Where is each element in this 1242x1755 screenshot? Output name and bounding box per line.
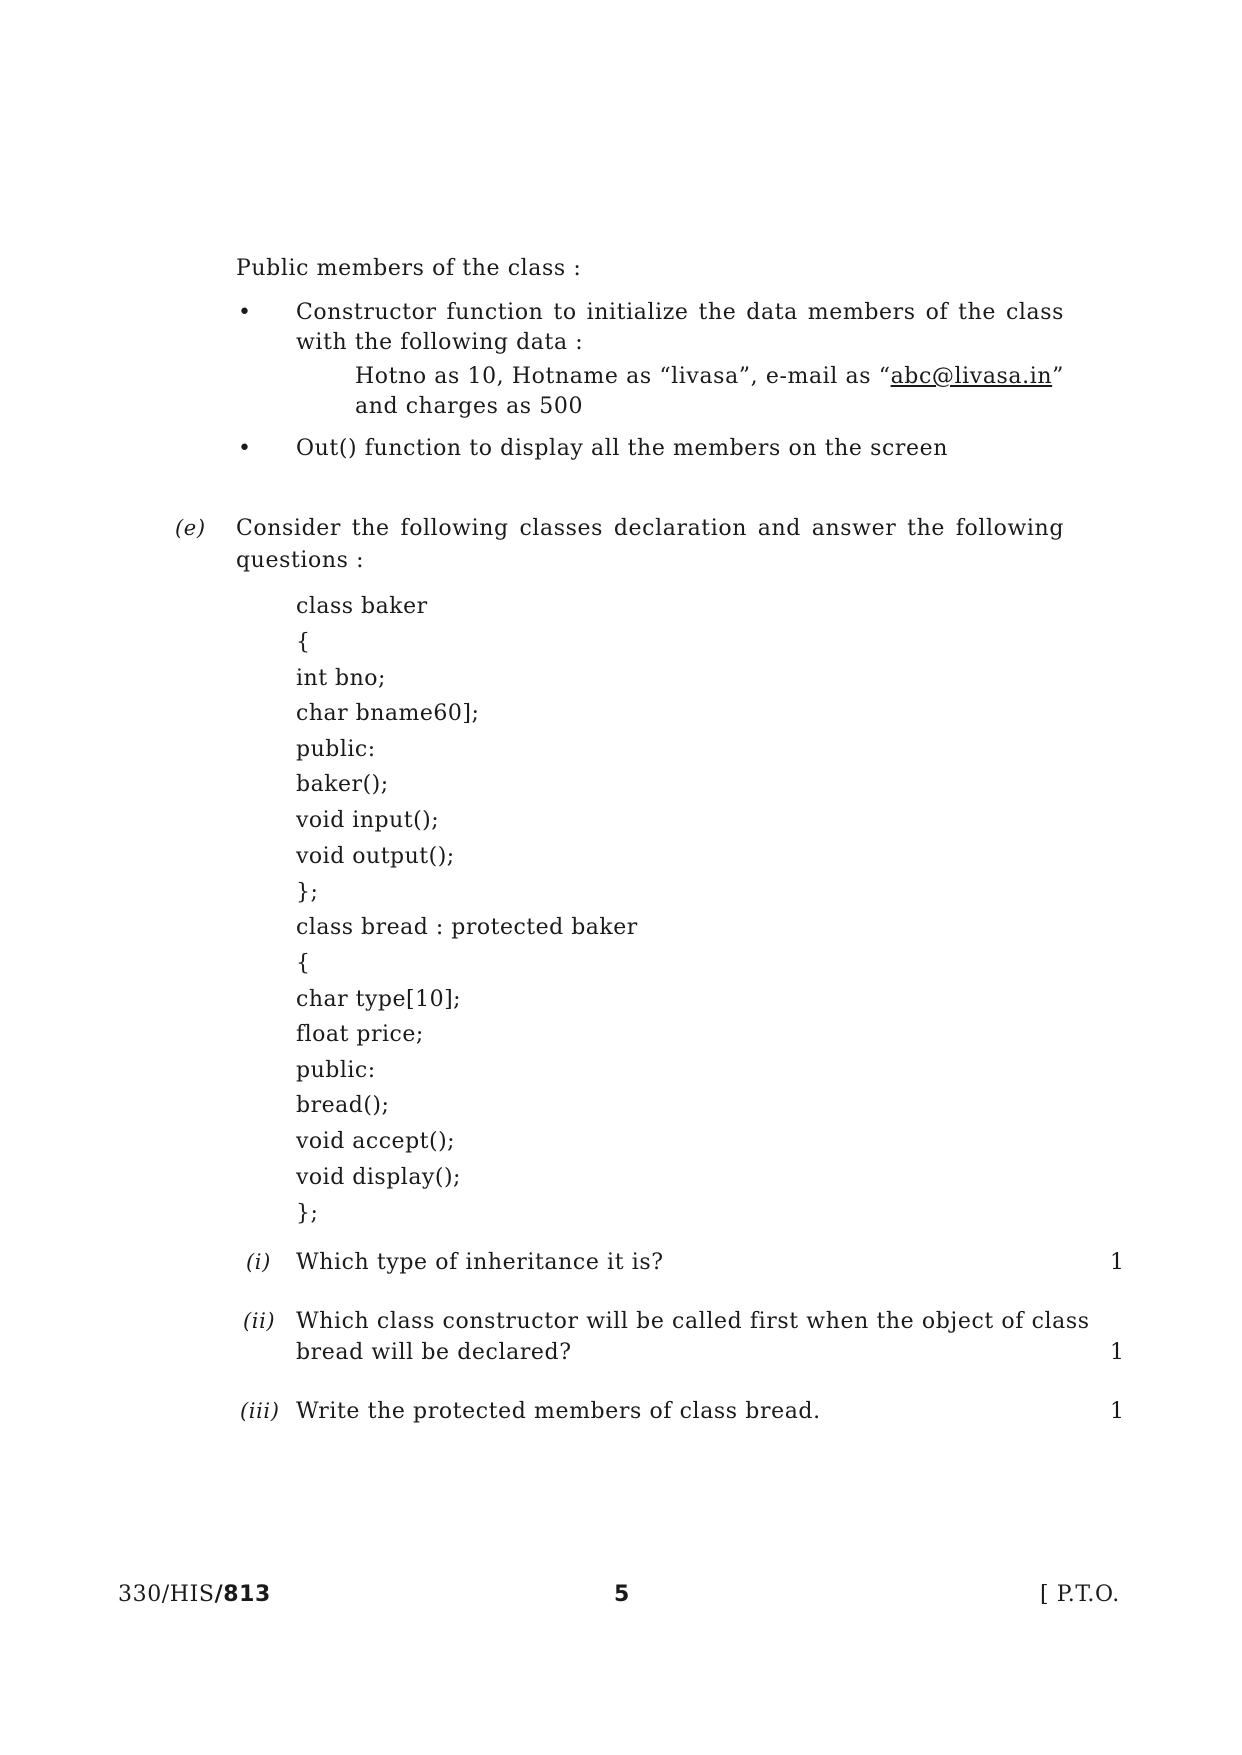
paper-code <box>118 1582 271 1607</box>
code-line: { <box>296 630 311 655</box>
bullet2-text: Out() function to display all the members on the screen <box>296 436 949 461</box>
bullet1-line2: with the following data : <box>296 330 584 355</box>
code-line: int bno; <box>296 666 386 691</box>
code-line: void display(); <box>296 1165 461 1190</box>
code-line: class baker <box>296 594 428 619</box>
code-line: public: <box>296 1058 376 1083</box>
subquestion-iii-label: (iii) <box>240 1399 280 1423</box>
subquestion-ii-label: (ii) <box>243 1309 276 1333</box>
bullet-icon: • <box>238 300 252 325</box>
email-link: abc@livasa.in <box>890 364 1053 389</box>
page-number: 5 <box>614 1582 630 1607</box>
paper-code-prefix: 330/HIS <box>118 1582 215 1607</box>
data-line1-prefix: Hotno as 10, Hotname as “livasa”, e-mail as “ <box>355 364 891 389</box>
public-members-heading: Public members of the class : <box>236 256 582 281</box>
code-line: }; <box>296 1201 319 1226</box>
data-line1-suffix: ” <box>1052 364 1064 389</box>
data-line1 <box>355 364 1064 389</box>
code-line: }; <box>296 880 319 905</box>
data-line2: and charges as 500 <box>355 394 584 419</box>
code-line: baker(); <box>296 772 389 797</box>
code-line: char type[10]; <box>296 987 462 1012</box>
subquestion-iii-text: Write the protected members of class bread. <box>296 1399 821 1424</box>
subquestion-i-label: (i) <box>246 1250 271 1274</box>
question-e-line1: Consider the following classes declaration and answer the following <box>236 516 1064 541</box>
code-line: void output(); <box>296 844 455 869</box>
bullet-icon: • <box>238 436 252 461</box>
subquestion-ii-marks: 1 <box>1110 1340 1125 1365</box>
subquestion-ii-line1: Which class constructor will be called first when the object of class <box>296 1309 1090 1334</box>
question-e-line2: questions : <box>236 548 365 573</box>
code-line: public: <box>296 737 376 762</box>
subquestion-iii-marks: 1 <box>1110 1399 1125 1424</box>
code-line: char bname60]; <box>296 701 480 726</box>
code-line: { <box>296 951 311 976</box>
code-line: void input(); <box>296 808 440 833</box>
code-line: float price; <box>296 1022 424 1047</box>
code-line: void accept(); <box>296 1129 456 1154</box>
bullet1-line1: Constructor function to initialize the data members of the class <box>296 300 1064 325</box>
subquestion-i-text: Which type of inheritance it is? <box>296 1250 664 1275</box>
question-e-label: (e) <box>175 516 206 540</box>
code-line: class bread : protected baker <box>296 915 638 940</box>
code-line: bread(); <box>296 1093 390 1118</box>
subquestion-i-marks: 1 <box>1110 1250 1125 1275</box>
paper-code-number: /813 <box>214 1582 271 1607</box>
subquestion-ii-line2: bread will be declared? <box>296 1340 572 1365</box>
pto-label: [ P.T.O. <box>1040 1582 1120 1607</box>
